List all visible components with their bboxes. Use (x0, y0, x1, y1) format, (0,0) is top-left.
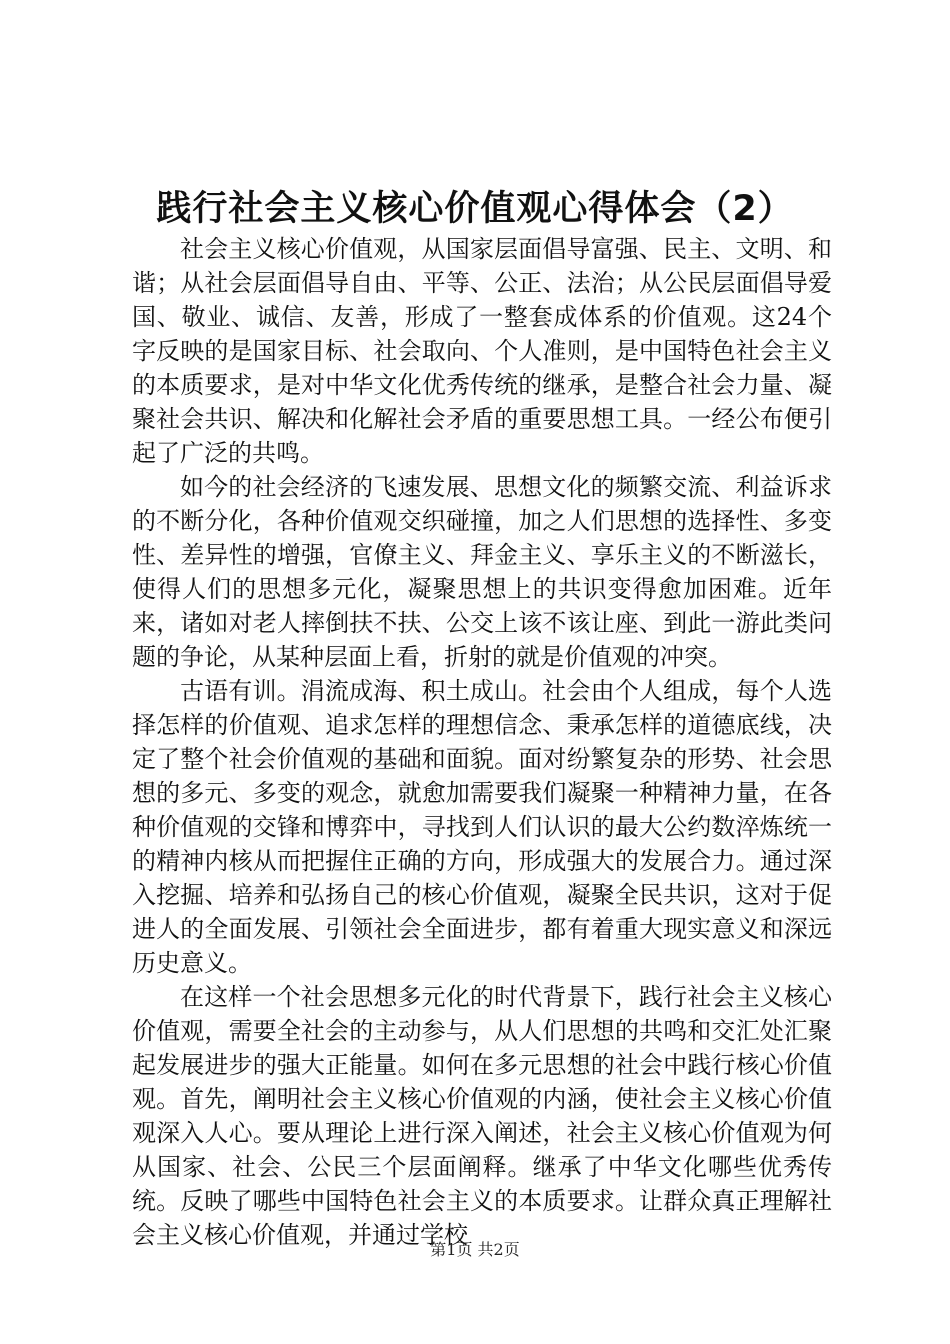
paragraph-4: 在这样一个社会思想多元化的时代背景下，践行社会主义核心价值观，需要全社会的主动参与，从人们思想的共鸣和交汇处汇聚起发展进步的强大正能量。如何在多元思想的社会中践行核心价值观。首先，阐明社会主义核心价值观的内涵，使社会主义核心价值观深入人心。要从理论上进行深入阐述，社会主义核心价值观为何从国家、社会、公民三个层面阐释。继承了中华文化哪些优秀传统。反映了哪些中国特色社会主义的本质要求。让群众真正理解社会主义核心价值观，并通过学校 (132, 983, 832, 1249)
paragraph-3: 古语有训。涓流成海、积土成山。社会由个人组成，每个人选择怎样的价值观、追求怎样的理想信念、秉承怎样的道德底线，决定了整个社会价值观的基础和面貌。面对纷繁复杂的形势、社会思想的多元、多变的观念，就愈加需要我们凝聚一种精神力量，在各种价值观的交锋和博弈中，寻找到人们认识的最大公约数淬炼统一的精神内核从而把握住正确的方向，形成强大的发展合力。通过深入挖掘、培养和弘扬自己的核心价值观，凝聚全民共识，这对于促进人的全面发展、引领社会全面进步，都有着重大现实意义和深远历史意义。 (132, 677, 832, 977)
document-body (132, 232, 832, 1252)
document-title: 践行社会主义核心价值观心得体会（2） (156, 189, 794, 230)
paragraph-1: 社会主义核心价值观，从国家层面倡导富强、民主、文明、和谐；从社会层面倡导自由、平等、公正、法治；从公民层面倡导爱国、敬业、诚信、友善，形成了一整套成体系的价值观。这24个字反映的是国家目标、社会取向、个人准则，是中国特色社会主义的本质要求，是对中华文化优秀传统的继承，是整合社会力量、凝聚社会共识、解决和化解社会矛盾的重要思想工具。一经公布便引起了广泛的共鸣。 (132, 235, 832, 467)
page-number-footer: 第1页 共2页 (430, 1240, 520, 1259)
paragraph-2: 如今的社会经济的飞速发展、思想文化的频繁交流、利益诉求的不断分化，各种价值观交织碰撞，加之人们思想的选择性、多变性、差异性的增强，官僚主义、拜金主义、享乐主义的不断滋长，使得人们的思想多元化，凝聚思想上的共识变得愈加困难。近年来，诸如对老人摔倒扶不扶、公交上该不该让座、到此一游此类问题的争论，从某种层面上看，折射的就是价值观的冲突。 (132, 473, 832, 671)
